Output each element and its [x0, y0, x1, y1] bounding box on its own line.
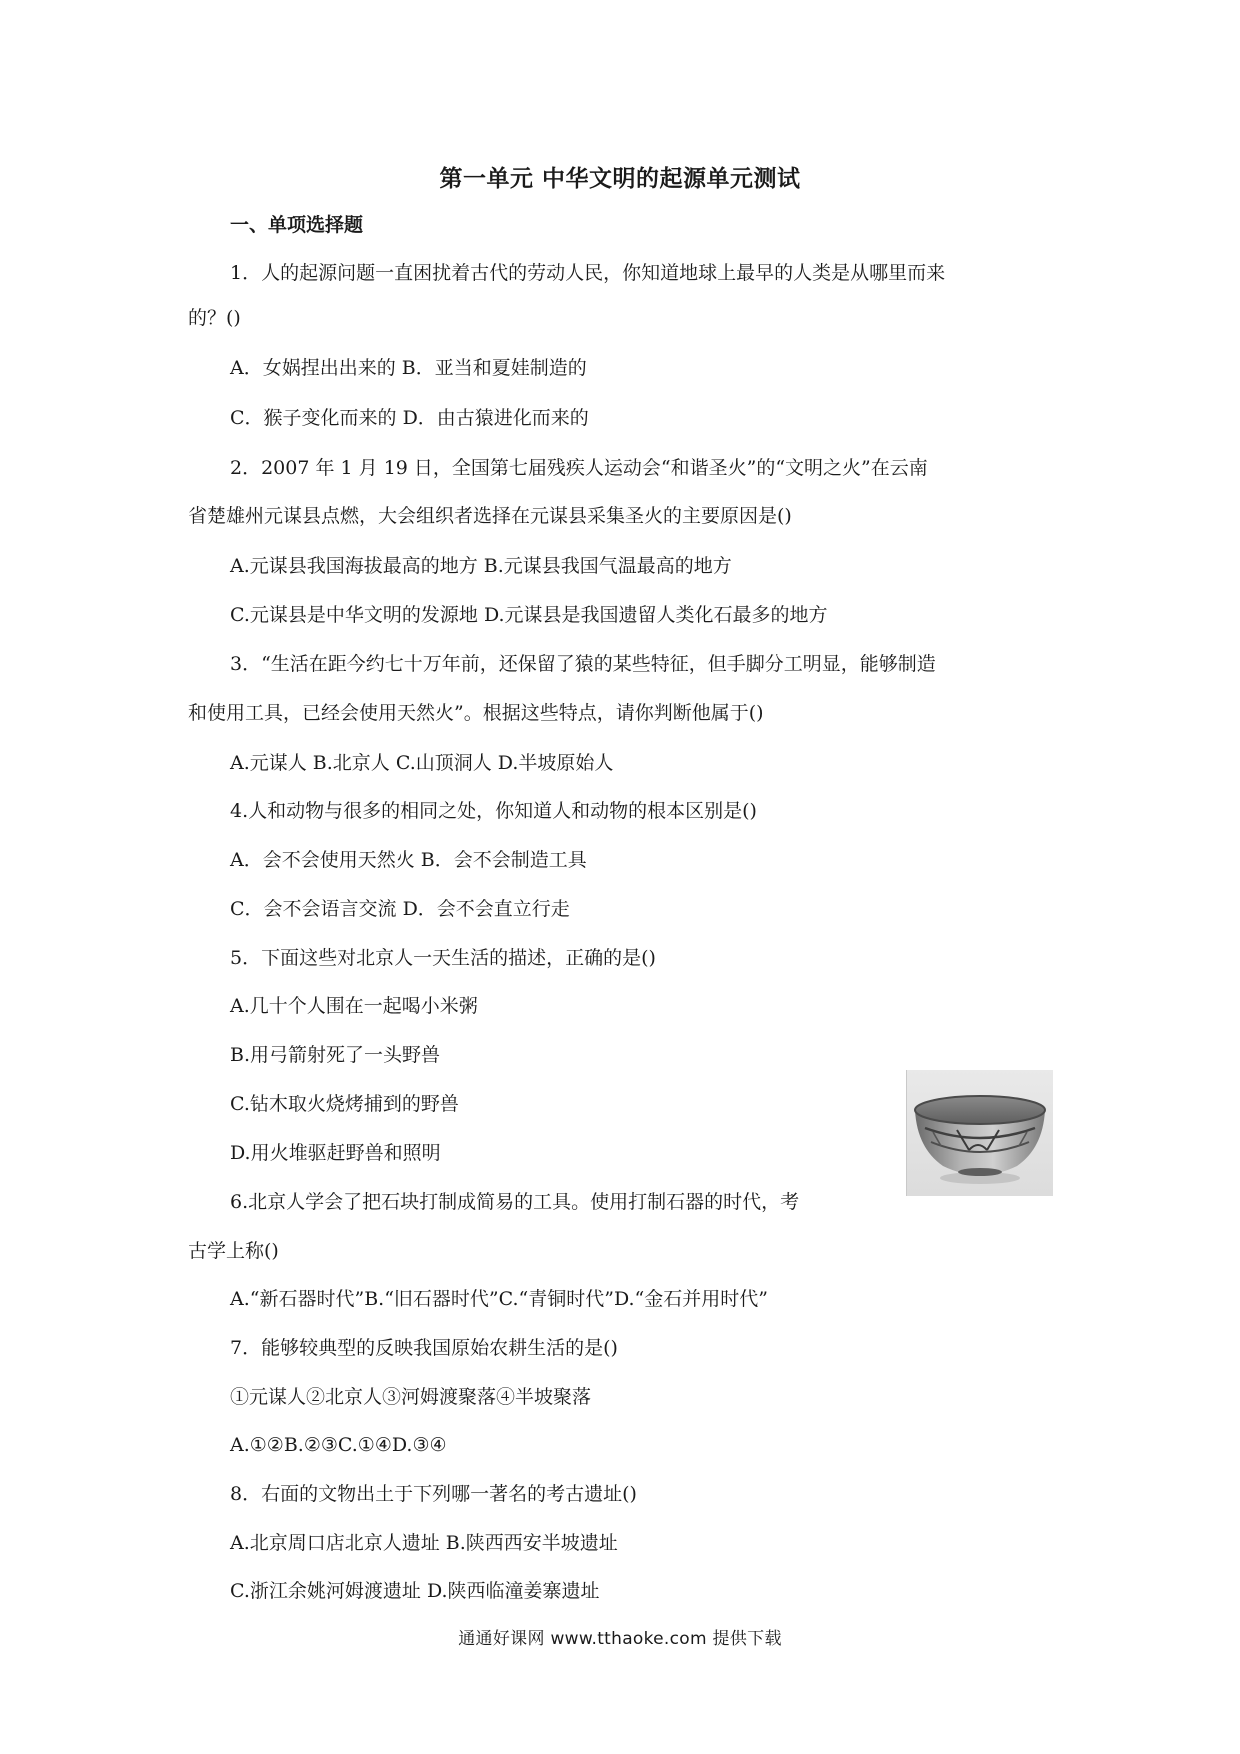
section-heading: 一、单项选择题 — [230, 214, 364, 236]
question-5-option-b: B.用弓箭射死了一头野兽 — [230, 1044, 441, 1066]
question-3-line-1: 3．“生活在距今约七十万年前，还保留了猿的某些特征，但手脚分工明显，能够制造 — [230, 653, 936, 675]
question-6-line-2: 古学上称() — [188, 1240, 279, 1262]
question-8-line-1: 8．右面的文物出土于下列哪一著名的考古遗址() — [230, 1483, 637, 1505]
question-7-line-1: 7．能够较典型的反映我国原始农耕生活的是() — [230, 1337, 618, 1359]
question-5-option-a: A.几十个人围在一起喝小米粥 — [230, 995, 478, 1017]
question-8-options-cd: C.浙江余姚河姆渡遗址 D.陕西临潼姜寨遗址 — [230, 1580, 600, 1602]
question-5-option-d: D.用火堆驱赶野兽和照明 — [230, 1142, 441, 1164]
question-2-options-ab: A.元谋县我国海拔最高的地方 B.元谋县我国气温最高的地方 — [230, 555, 732, 577]
question-4-options-ab: A．会不会使用天然火 B．会不会制造工具 — [230, 849, 587, 871]
question-2-line-1: 2．2007 年 1 月 19 日，全国第七届残疾人运动会“和谐圣火”的“文明之火”在云南 — [230, 457, 928, 479]
question-1-options-ab: A．女娲捏出出来的 B．亚当和夏娃制造的 — [230, 357, 587, 379]
question-8-options-ab: A.北京周口店北京人遗址 B.陕西西安半坡遗址 — [230, 1532, 618, 1554]
question-5-line-1: 5．下面这些对北京人一天生活的描述，正确的是() — [230, 947, 656, 969]
question-1-line-1: 1．人的起源问题一直困扰着古代的劳动人民，你知道地球上最早的人类是从哪里而来 — [230, 262, 946, 284]
question-6-options: A.“新石器时代”B.“旧石器时代”C.“青铜时代”D.“金石并用时代” — [230, 1288, 768, 1310]
page-footer: 通通好课网 www.tthaoke.com 提供下载 — [458, 1629, 782, 1649]
question-4-line-1: 4.人和动物与很多的相同之处，你知道人和动物的根本区别是() — [230, 800, 757, 822]
question-3-line-2: 和使用工具，已经会使用天然火”。根据这些特点，请你判断他属于() — [188, 702, 764, 724]
question-1-line-2: 的？() — [188, 307, 241, 329]
question-7-items: ①元谋人②北京人③河姆渡聚落④半坡聚落 — [230, 1386, 592, 1408]
painted-pottery-bowl-image — [906, 1070, 1053, 1196]
question-6-line-1: 6.北京人学会了把石块打制成简易的工具。使用打制石器的时代，考 — [230, 1191, 800, 1213]
question-7-options: A.①②B.②③C.①④D.③④ — [230, 1434, 447, 1456]
question-2-line-2: 省楚雄州元谋县点燃，大会组织者选择在元谋县采集圣火的主要原因是() — [188, 505, 792, 527]
question-4-options-cd: C．会不会语言交流 D．会不会直立行走 — [230, 898, 570, 920]
page-title: 第一单元 中华文明的起源单元测试 — [439, 166, 801, 192]
question-5-option-c: C.钻木取火烧烤捕到的野兽 — [230, 1093, 459, 1115]
question-3-options: A.元谋人 B.北京人 C.山顶洞人 D.半坡原始人 — [230, 752, 614, 774]
bowl-illustration — [907, 1070, 1053, 1196]
question-2-options-cd: C.元谋县是中华文明的发源地 D.元谋县是我国遗留人类化石最多的地方 — [230, 604, 828, 626]
question-1-options-cd: C．猴子变化而来的 D．由古猿进化而来的 — [230, 407, 589, 429]
